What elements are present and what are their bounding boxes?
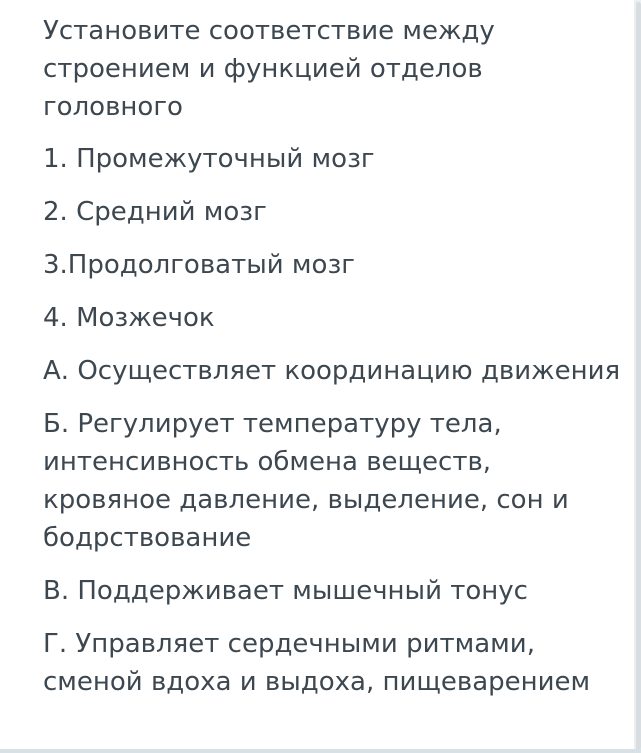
item-4: 4. Мозжечок — [43, 303, 215, 333]
item-1: 1. Промежуточный мозг — [43, 144, 375, 174]
item-2: 2. Средний мозг — [43, 197, 267, 227]
scrollbar-thumb[interactable] — [636, 2, 641, 750]
question-content — [43, 12, 623, 716]
option-b: Б. Регулирует температуру тела, интенсивность обмена веществ, кровяное давление, выделение, сон и бодрствование — [43, 409, 569, 553]
option-a: А. Осуществляет координацию движения — [43, 356, 621, 386]
bottom-divider — [0, 749, 641, 753]
item-3: 3.Продолговатый мозг — [43, 250, 355, 280]
vertical-scrollbar[interactable] — [634, 0, 641, 753]
question-title: Установите соответствие между строением и функцией отделов головного — [43, 16, 495, 122]
option-g: Г. Управляет сердечными ритмами, сменой вдоха и выдоха, пищеварением — [43, 629, 591, 697]
option-v: В. Поддерживает мышечный тонус — [43, 576, 528, 606]
